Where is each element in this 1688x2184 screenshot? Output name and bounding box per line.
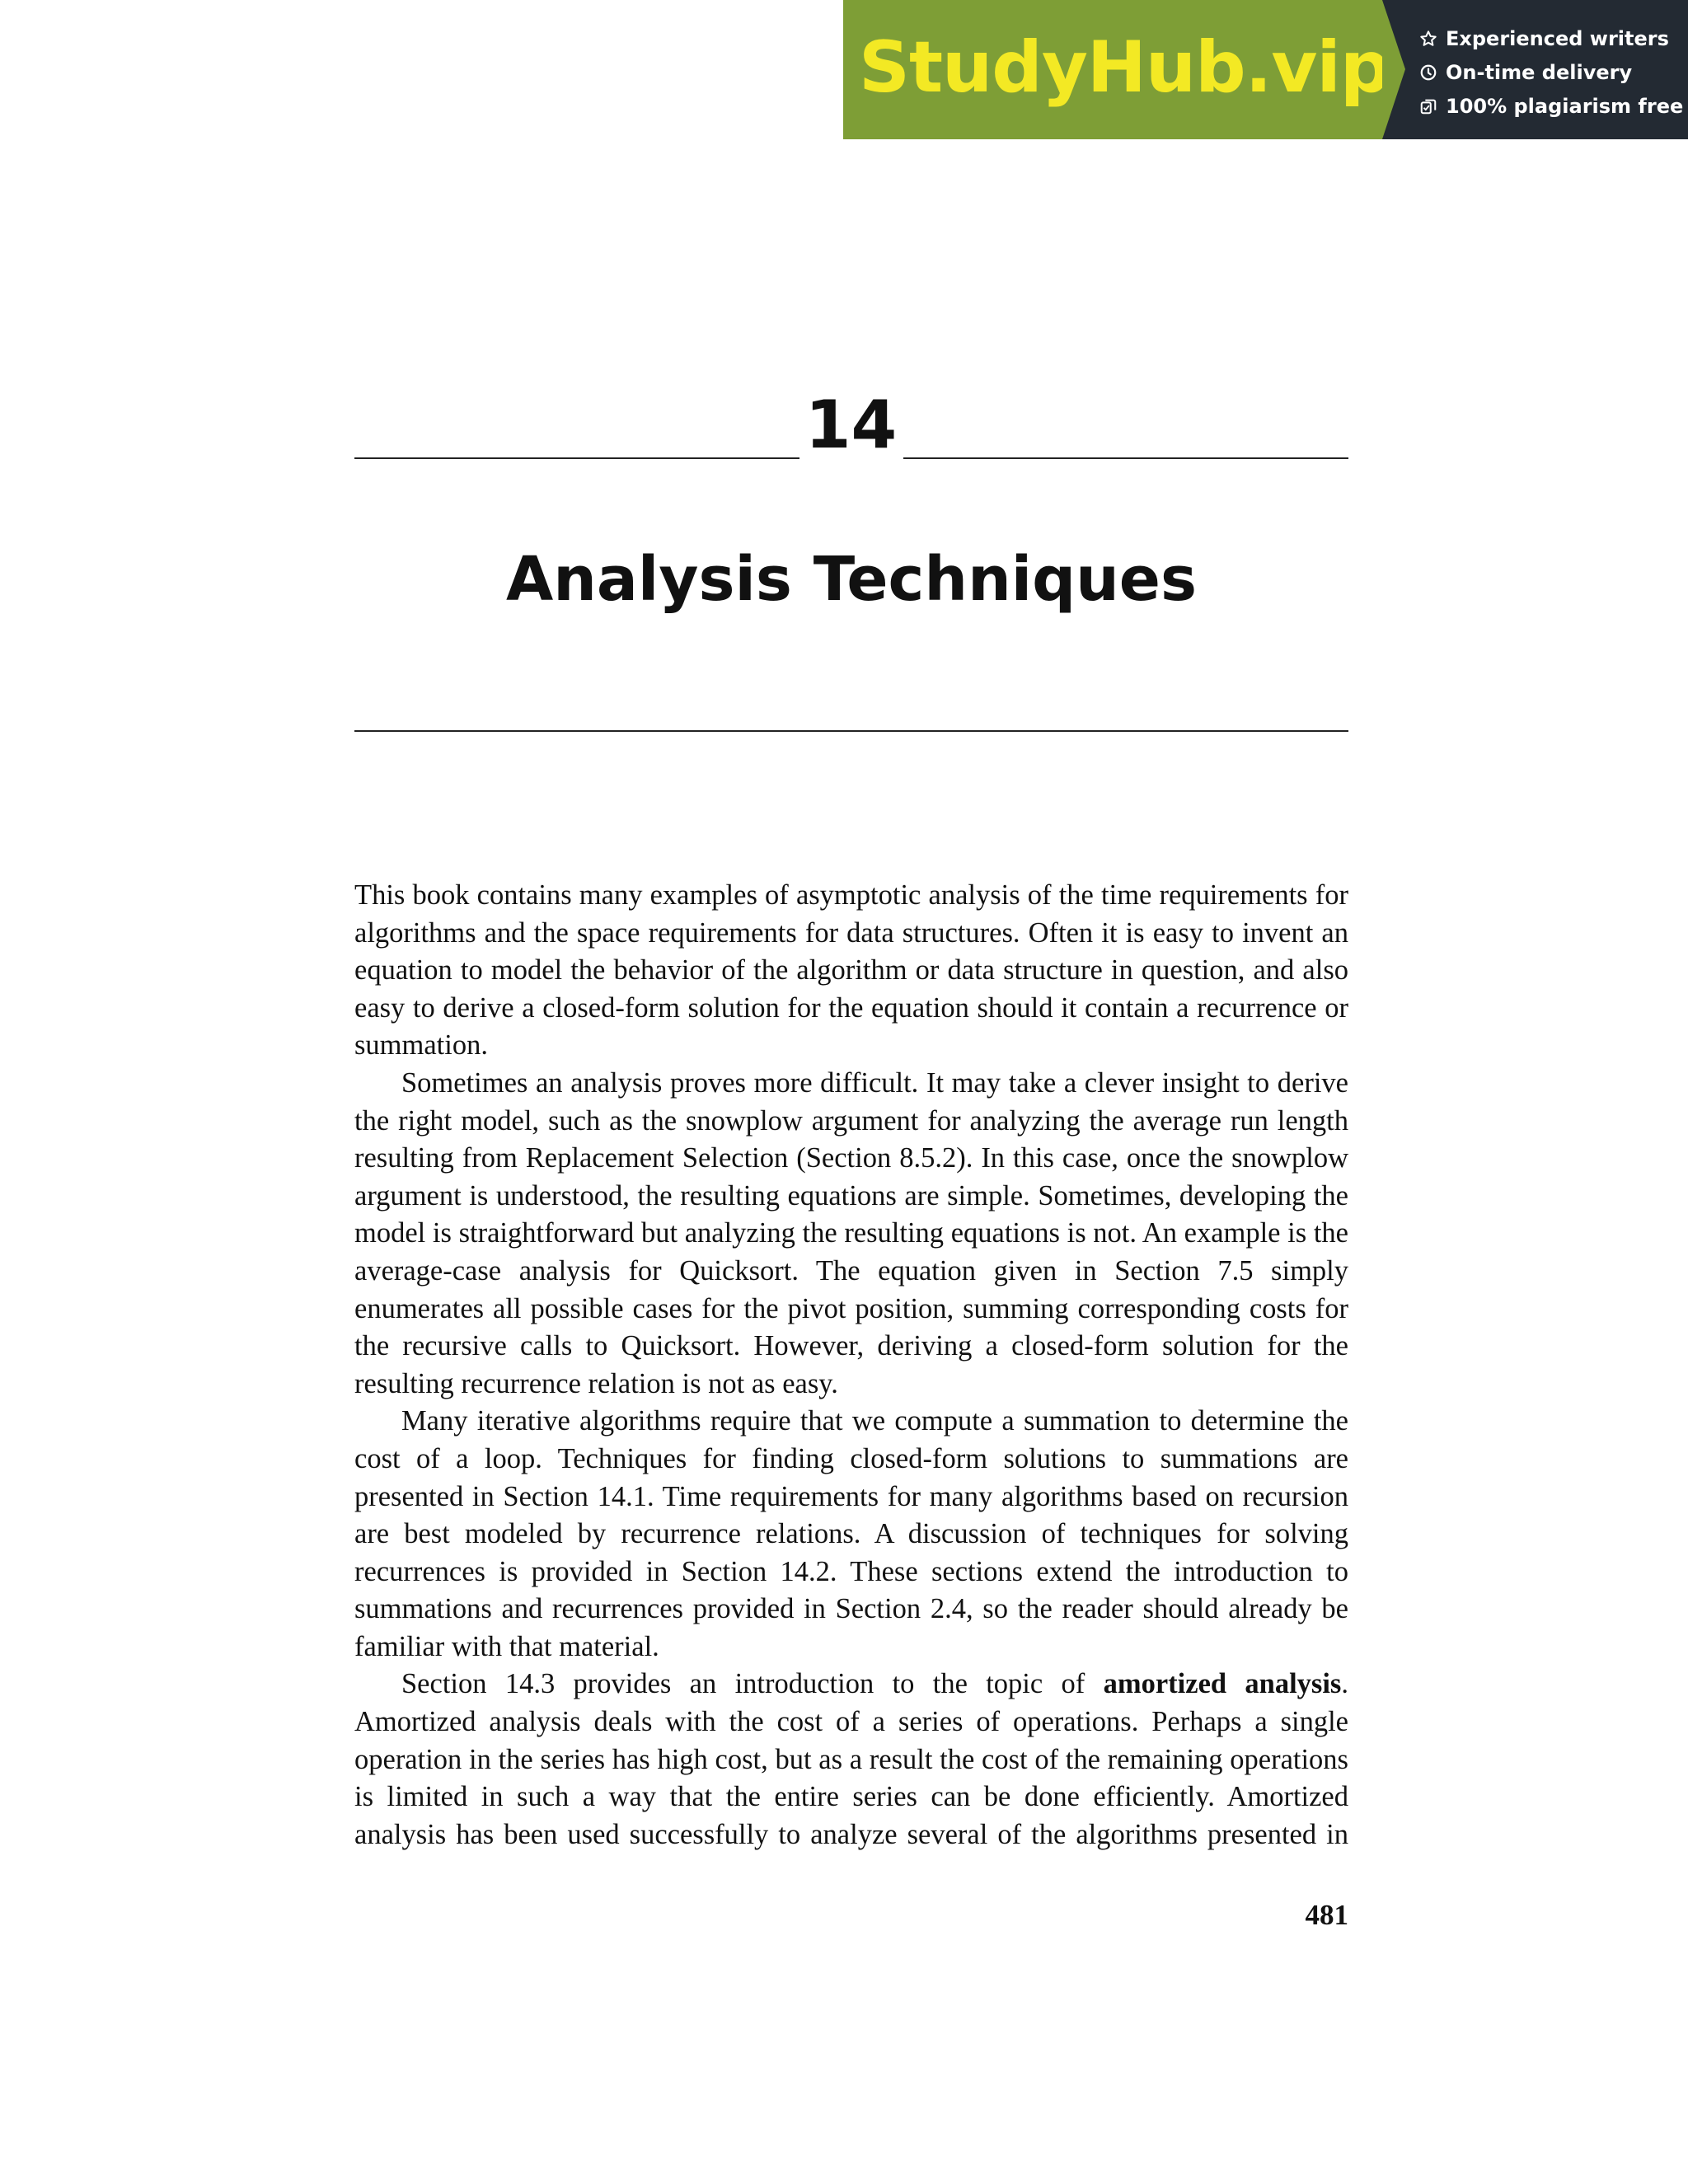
chapter-rule-left bbox=[354, 457, 799, 459]
chapter-number: 14 bbox=[804, 387, 898, 463]
feature-on-time-delivery bbox=[1419, 55, 1688, 89]
copy-icon bbox=[1419, 97, 1439, 115]
chapter-title: Analysis Techniques bbox=[505, 544, 1198, 615]
chapter-body bbox=[354, 877, 1348, 1854]
paragraph-4-text-start: Section 14.3 provides an introduction to the topic of bbox=[401, 1668, 1104, 1700]
term-amortized-analysis: amortized analysis bbox=[1103, 1668, 1342, 1700]
star-icon bbox=[1419, 30, 1439, 48]
studyhub-banner[interactable] bbox=[843, 0, 1688, 139]
chapter-title-rule bbox=[354, 730, 1348, 732]
banner-brand-panel bbox=[843, 0, 1390, 139]
feature-experienced-writers bbox=[1419, 21, 1688, 55]
chapter-rule-right bbox=[903, 457, 1348, 459]
paragraph-1: This book contains many examples of asymptotic analysis of the time requirements for algorithms and the space requirements for data structures. Often it is easy to invent an equation to model the behavior of the algorithm or data structure in question, and also easy to derive a closed-form solution for the equation should it contain a recurrence or summation. bbox=[354, 879, 1348, 1062]
feature-plagiarism-free bbox=[1419, 89, 1688, 123]
paragraph-2: Sometimes an analysis proves more difficult. It may take a clever insight to derive the right model, such as the snowplow argument for analyzing the average run length resulting from Replacement Selection (Section 8.5.2). In this case, once the snowplow argument is understood, the resulting equations are simple. Sometimes, developing the model is straightforward but analyzing the resulting equations is not. An example is the average-case analysis for Quicksort. The equation given in Section 7.5 simply enumerates all possible cases for the pivot position, summing corresponding costs for the recursive calls to Quicksort. However, deriving a closed-form solution for the resulting recurrence relation is not as easy. bbox=[354, 1066, 1348, 1399]
feature-label: Experienced writers bbox=[1446, 26, 1669, 50]
paragraph-4-text-end: . Amortized analysis deals with the cost of a series of operations. Perhaps a single operation in the series has high cost, but as a result the cost of the remaining operations is limited in such a way that the entire series can be done efficiently. Amortized analysis has been used successfully to analyze several of the algorithms presented in bbox=[354, 1668, 1348, 1850]
feature-label: On-time delivery bbox=[1446, 60, 1633, 84]
clock-icon bbox=[1419, 63, 1439, 82]
brand-logo-text: StudyHub.vip bbox=[859, 26, 1390, 109]
paragraph-4 bbox=[354, 1666, 1348, 1854]
feature-label: 100% plagiarism free bbox=[1446, 94, 1684, 118]
banner-features-panel bbox=[1382, 0, 1688, 139]
paragraph-3: Many iterative algorithms require that we compute a summation to determine the cost of a loop. Techniques for finding closed-form solutions to summations are presented in Section 14.1. Time requirements for many algorithms based on recursion are best modeled by recurrence relations. A discussion of techniques for solving recurrences is provided in Section 14.2. These sections extend the introduction to summations and recurrences provided in Section 2.4, so the reader should already be familiar with that material. bbox=[354, 1405, 1348, 1662]
page-number: 481 bbox=[1305, 1899, 1348, 1931]
